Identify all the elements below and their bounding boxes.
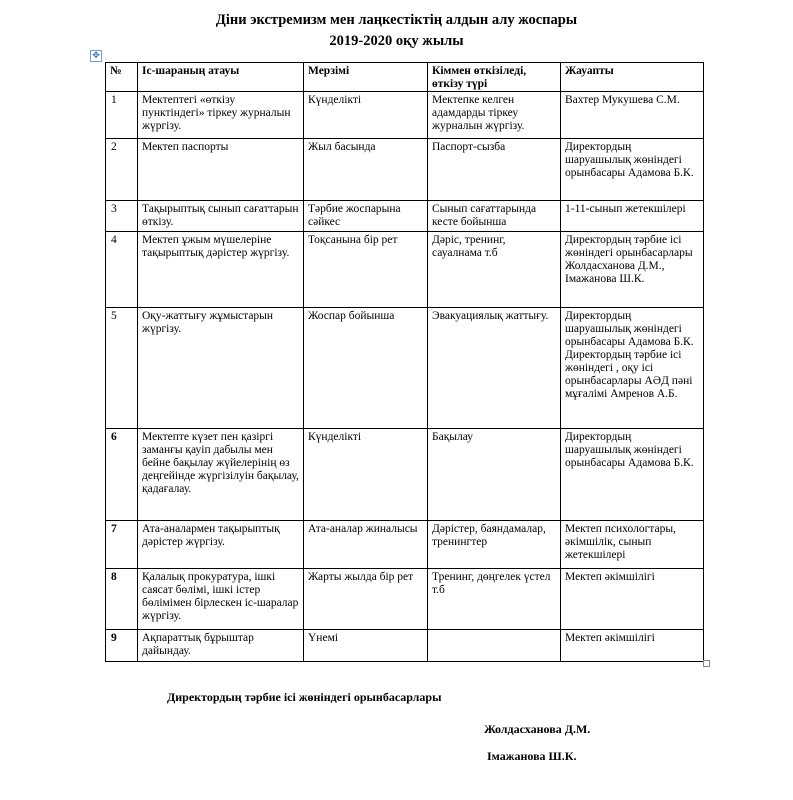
row-responsible: Мектеп әкімшілігі	[561, 630, 704, 662]
row-number: 9	[106, 630, 138, 662]
row-number: 2	[106, 139, 138, 201]
row-date: Үнемі	[304, 630, 428, 662]
signature-name-1: Жолдасханова Д.М.	[484, 722, 591, 736]
row-event: Тақырыптық сынып сағаттарын өткізу.	[138, 201, 304, 232]
row-date: Жоспар бойынша	[304, 308, 428, 429]
document-title: Діни экстремизм мен лаңкестіктің алдын алу жоспары	[215, 12, 578, 28]
row-event: Қалалық прокуратура, ішкі саясат бөлімі, ішкі істер бөлімімен бірлескен іс-шаралар жүргізу.	[138, 569, 304, 630]
table-row	[106, 308, 704, 429]
row-responsible: 1-11-сынып жетекшілері	[561, 201, 704, 232]
row-event: Оқу-жаттығу жұмыстарын жүргізу.	[138, 308, 304, 429]
row-form: Тренинг, дөңгелек үстел т.б	[428, 569, 561, 630]
row-responsible: Мектеп психологтары, әкімшілік, сынып жетекшілері	[561, 521, 704, 569]
row-number: 8	[106, 569, 138, 630]
row-number: 1	[106, 92, 138, 139]
document-subtitle-year: 2019-2020 оқу жылы	[329, 33, 464, 49]
signature-position: Директордың тәрбие ісі жөніндегі орынбасарлары	[167, 690, 442, 704]
row-number: 5	[106, 308, 138, 429]
row-form: Бақылау	[428, 429, 561, 521]
row-responsible: Директордың шаруашылық жөніндегі орынбасары Адамова Б.К. Директордың тәрбие ісі жөніндегі , оқу ісі орынбасарлары АӘД пәні мұғалімі Амренов А.Б.	[561, 308, 704, 429]
row-number: 3	[106, 201, 138, 232]
row-form: Дәріс, тренинг, сауалнама т.б	[428, 232, 561, 308]
plan-table	[105, 62, 704, 662]
table-row	[106, 232, 704, 308]
table-row	[106, 201, 704, 232]
row-form: Мектепке келген адамдарды тіркеу журналын жүргізу.	[428, 92, 561, 139]
row-event: Ақпараттық бұрыштар дайындау.	[138, 630, 304, 662]
row-form: Дәрістер, баяндамалар, тренингтер	[428, 521, 561, 569]
row-form	[428, 630, 561, 662]
row-number: 6	[106, 429, 138, 521]
table-row	[106, 630, 704, 662]
row-date: Тәрбие жоспарына сәйкес	[304, 201, 428, 232]
signature-name-2: Імажанова Ш.К.	[487, 749, 577, 763]
header-responsible: Жауапты	[561, 63, 704, 92]
row-number: 4	[106, 232, 138, 308]
row-event: Мектеп ұжым мүшелеріне тақырыптық дәрістер жүргізу.	[138, 232, 304, 308]
row-responsible: Вахтер Мукушева С.М.	[561, 92, 704, 139]
header-number: №	[106, 63, 138, 92]
row-form: Эвакуациялық жаттығу.	[428, 308, 561, 429]
table-row	[106, 139, 704, 201]
table-row	[106, 521, 704, 569]
table-resize-handle[interactable]	[703, 660, 710, 667]
row-date: Ата-аналар жиналысы	[304, 521, 428, 569]
table-row	[106, 569, 704, 630]
table-move-handle-icon[interactable]: ✥	[90, 50, 102, 62]
row-event: Мектепте күзет пен қазіргі заманғы қауіп дабылы мен бейне бақылау жүйелерінің өз деңгейінде жүргізілуін бақылау, қадағалау.	[138, 429, 304, 521]
table-row	[106, 92, 704, 139]
row-form: Сынып сағаттарында кесте бойынша	[428, 201, 561, 232]
header-date: Мерзімі	[304, 63, 428, 92]
row-date: Жыл басында	[304, 139, 428, 201]
row-responsible: Директордың шаруашылық жөніндегі орынбасары Адамова Б.К.	[561, 139, 704, 201]
row-event: Мектептегі «өткізу пунктіндегі» тіркеу журналын жүргізу.	[138, 92, 304, 139]
row-form: Паспорт-сызба	[428, 139, 561, 201]
row-responsible: Директордың тәрбие ісі жөніндегі орынбасарлары Жолдасханова Д.М., Імажанова Ш.К.	[561, 232, 704, 308]
row-number: 7	[106, 521, 138, 569]
row-date: Күнделікті	[304, 429, 428, 521]
row-date: Жарты жылда бір рет	[304, 569, 428, 630]
row-responsible: Мектеп әкімшілігі	[561, 569, 704, 630]
row-date: Тоқсанына бір рет	[304, 232, 428, 308]
header-event: Іс-шараның атауы	[138, 63, 304, 92]
row-event: Ата-аналармен тақырыптық дәрістер жүргізу.	[138, 521, 304, 569]
row-responsible: Директордың шаруашылық жөніндегі орынбасары Адамова Б.К.	[561, 429, 704, 521]
table-row	[106, 429, 704, 521]
row-date: Күнделікті	[304, 92, 428, 139]
header-form: Кіммен өткізіледі, өткізу түрі	[428, 63, 561, 92]
table-header-row	[106, 63, 704, 92]
row-event: Мектеп паспорты	[138, 139, 304, 201]
